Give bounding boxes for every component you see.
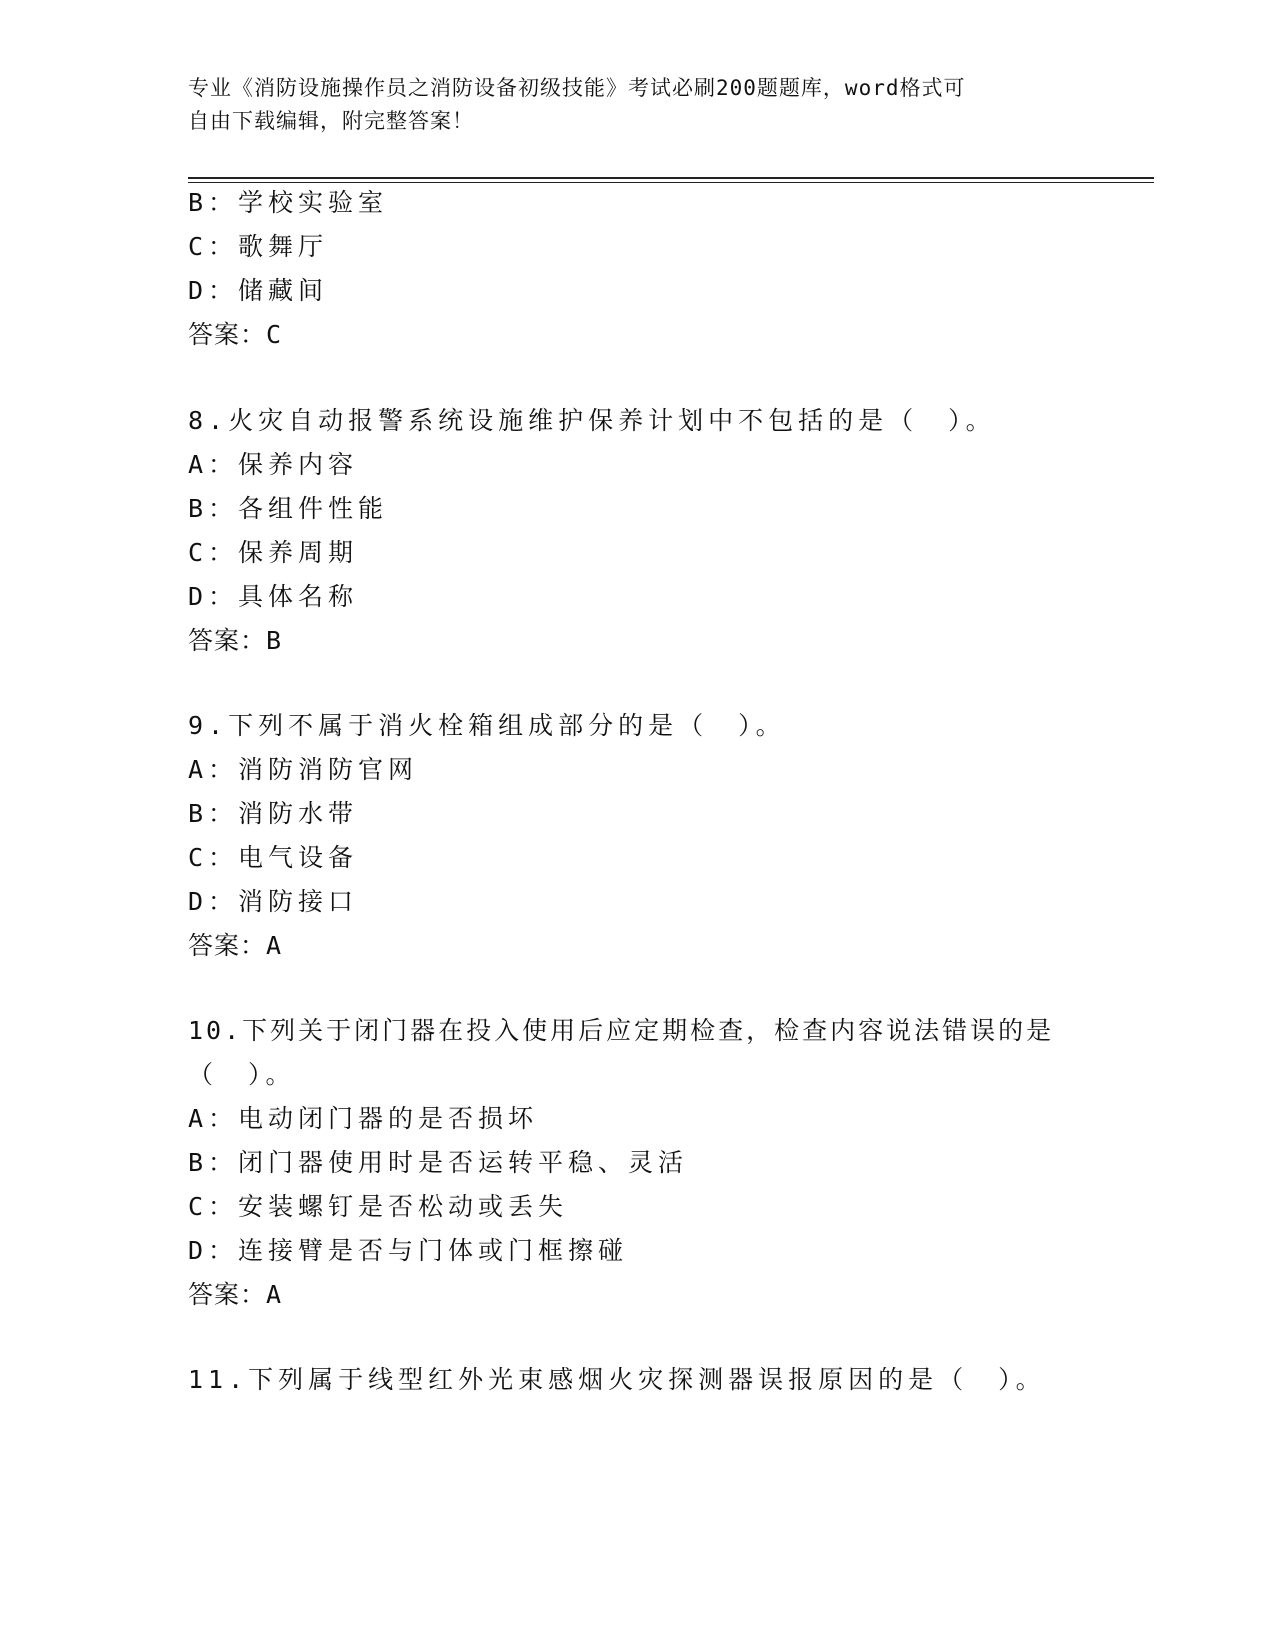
document-header: [188, 72, 1068, 138]
q7-option-c: C：歌舞厅: [188, 232, 329, 261]
q10-option-c: C：安装螺钉是否松动或丢失: [188, 1192, 569, 1221]
q7-answer: 答案：C: [188, 320, 283, 349]
q10-option-b: B：闭门器使用时是否运转平稳、灵活: [188, 1148, 689, 1177]
q9-option-b: B：消防水带: [188, 799, 359, 828]
q9-answer: 答案：A: [188, 931, 283, 960]
q10-stem-line-2: （ ）。: [188, 1060, 296, 1089]
q9-stem: 9.下列不属于消火栓箱组成部分的是（ ）。: [188, 711, 786, 740]
q9-option-d: D：消防接口: [188, 887, 359, 916]
header-divider-thin: [188, 182, 1154, 183]
q9-option-c: C：电气设备: [188, 843, 359, 872]
q11-stem: 11.下列属于线型红外光束感烟火灾探测器误报原因的是（ ）。: [188, 1365, 1046, 1394]
q8-option-d: D：具体名称: [188, 582, 359, 611]
q8-option-b: B：各组件性能: [188, 494, 389, 523]
q10-option-a: A：电动闭门器的是否损坏: [188, 1104, 539, 1133]
q8-stem: 8.火灾自动报警系统设施维护保养计划中不包括的是（ ）。: [188, 406, 996, 435]
header-divider: [188, 177, 1154, 179]
q7-option-b: B：学校实验室: [188, 188, 389, 217]
q7-option-d: D：储藏间: [188, 276, 329, 305]
header-line-2: 自由下载编辑，附完整答案！: [188, 109, 474, 133]
q10-option-d: D：连接臂是否与门体或门框擦碰: [188, 1236, 629, 1265]
q10-answer: 答案：A: [188, 1280, 283, 1309]
q8-option-a: A：保养内容: [188, 450, 359, 479]
q10-stem-line-1: 10.下列关于闭门器在投入使用后应定期检查，检查内容说法错误的是: [188, 1016, 1055, 1045]
q8-answer: 答案：B: [188, 626, 283, 655]
q8-option-c: C：保养周期: [188, 538, 359, 567]
q9-option-a: A：消防消防官网: [188, 755, 419, 784]
header-line-1: 专业《消防设施操作员之消防设备初级技能》考试必刷200题题库，word格式可: [188, 76, 966, 100]
